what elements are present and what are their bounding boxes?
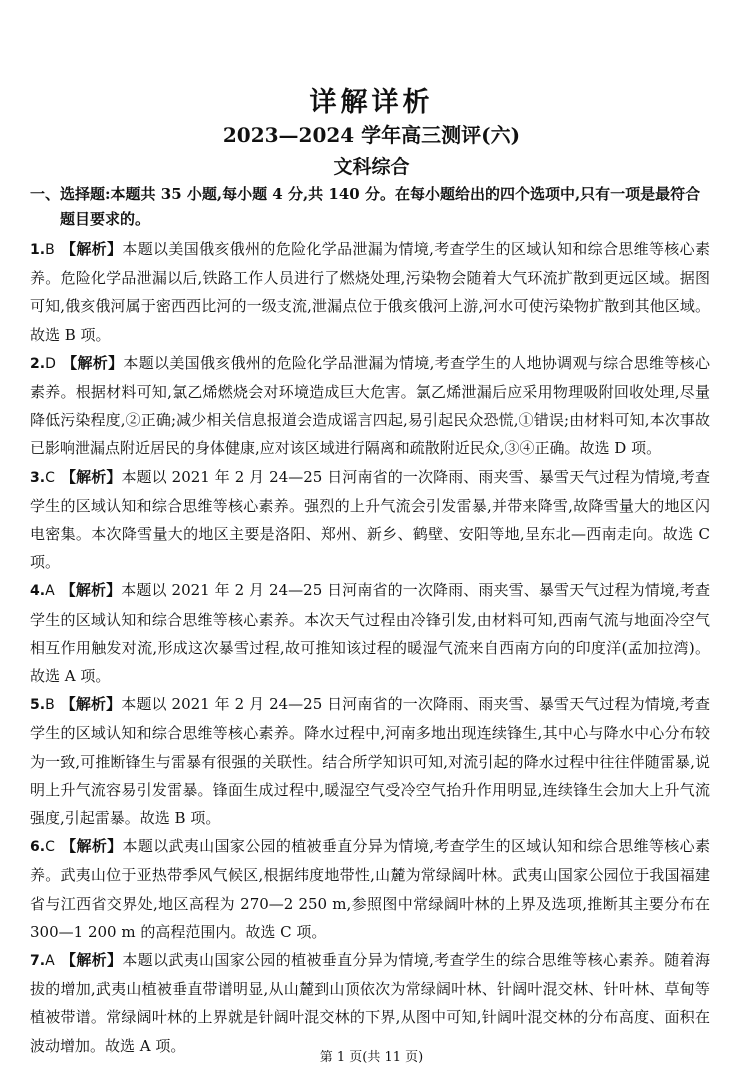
answer-item — [30, 463, 710, 577]
answer-list — [30, 235, 710, 1060]
answer-key: A — [45, 953, 55, 970]
exam-subtitle: 2023—2024 学年高三测评(六) — [222, 123, 521, 147]
section-heading-line2: 题目要求的。 — [60, 210, 151, 228]
answer-key: B — [45, 697, 55, 714]
answer-number: 3. — [30, 469, 46, 486]
subject-title: 文科综合 — [333, 156, 410, 178]
page-footer: 第 1 页(共 11 页) — [319, 1050, 424, 1065]
answer-tag: 【解析】 — [60, 837, 123, 856]
answer-item — [30, 235, 710, 349]
answer-text: 本题以 2021 年 2 月 24—25 日河南省的一次降雨、雨夹雪、暴雪天气过程为情境,考查学生的区域认知和综合思维等核心素养。本次天气过程由冷锋引发,由材料可知,西南气流与地面冷空气相互作用触发对流,形成这次暴雪过程,故可推知该过程的暖湿气流来自西南方向的印度洋(孟加拉湾)。故选 A 项。 — [30, 581, 710, 686]
answer-number: 2. — [30, 355, 46, 372]
answer-key: B — [45, 242, 55, 258]
section-heading-line1: 一、选择题:本题共 35 小题,每小题 4 分,共 140 分。在每小题给出的四个选项中,只有一项是最符合 — [30, 185, 701, 203]
answer-tag: 【解析】 — [60, 467, 122, 486]
answer-text: 本题以 2021 年 2 月 24—25 日河南省的一次降雨、雨夹雪、暴雪天气过程为情境,考查学生的区域认知和综合思维等核心素养。降水过程中,河南多地出现连续锋生,其中心与降水中心分布较为一致,可推断锋生与雷暴有很强的关联性。结合所学知识可知,对流引起的降水过程中往往伴随雷暴,说明上升气流容易引发雷暴。锋面生成过程中,暖湿空气受冷空气抬升作用明显,连续锋生会加大上升气流强度,引起雷暴。故选 B 项。 — [30, 695, 710, 828]
answer-item — [30, 946, 710, 1060]
answer-text: 本题以美国俄亥俄州的危险化学品泄漏为情境,考查学生的区域认知和综合思维等核心素养。危险化学品泄漏以后,铁路工作人员进行了燃烧处理,污染物会随着大气环流扩散到更远区域。据图可知,俄亥俄河属于密西西比河的一级支流,泄漏点位于俄亥俄河上游,河水可使污染物扩散到其他区域。故选 B 项。 — [30, 240, 710, 344]
answer-tag: 【解析】 — [61, 353, 124, 372]
answer-number: 5. — [30, 697, 46, 714]
page-title: 详解详析 — [309, 87, 434, 118]
answer-item — [30, 576, 710, 690]
answer-key: C — [45, 469, 55, 486]
answer-key: A — [45, 583, 55, 600]
answer-text: 本题以美国俄亥俄州的危险化学品泄漏为情境,考查学生的人地协调观与综合思维等核心素养。根据材料可知,氯乙烯燃烧会对环境造成巨大危害。氯乙烯泄漏后应采用物理吸附回收处理,尽量降低污染程度,②正确;减少相关信息报道会造成谣言四起,易引起民众恐慌,①错误;由材料可知,本次事故已影响泄漏点附近居民的身体健康,应对该区域进行隔离和疏散附近民众,③④正确。故选 D 项。 — [30, 353, 710, 458]
answer-item — [30, 832, 710, 946]
answer-tag: 【解析】 — [60, 695, 122, 714]
answer-text: 本题以 2021 年 2 月 24—25 日河南省的一次降雨、雨夹雪、暴雪天气过程为情境,考查学生的区域认知和综合思维等核心素养。强烈的上升气流会引发雷暴,并带来降雪,故降雪量大的地区闪电密集。本次降雪量大的地区主要是洛阳、郑州、新乡、鹤壁、安阳等地,呈东北—西南走向。故选 C 项。 — [30, 467, 710, 572]
answer-tag: 【解析】 — [60, 951, 123, 970]
answer-tag: 【解析】 — [60, 581, 122, 600]
answer-item — [30, 690, 710, 832]
answer-text: 本题以武夷山国家公园的植被垂直分异为情境,考查学生的区域认知和综合思维等核心素养。武夷山位于亚热带季风气候区,根据纬度地带性,山麓为常绿阔叶林。武夷山国家公园位于我国福建省与江西省交界处,地区高程为 270—2 250 m,参照图中常绿阔叶林的上界及选项,推断其主要分布在 300—1 200 m 的高程范围内。故选 C 项。 — [30, 837, 710, 941]
answer-number: 7. — [30, 953, 46, 970]
answer-item — [30, 349, 710, 463]
answer-key: C — [45, 839, 55, 856]
section-heading — [30, 182, 710, 232]
answer-number: 1. — [30, 242, 46, 258]
answer-tag: 【解析】 — [60, 240, 123, 258]
answer-number: 4. — [30, 583, 46, 600]
answer-text: 本题以武夷山国家公园的植被垂直分异为情境,考查学生的综合思维等核心素养。随着海拔的增加,武夷山植被垂直带谱明显,从山麓到山顶依次为常绿阔叶林、针阔叶混交林、针叶林、草甸等植被带谱。常绿阔叶林的上界就是针阔叶混交林的下界,从图中可知,针阔叶混交林的分布高度、面积在波动增加。故选 A 项。 — [30, 951, 710, 1055]
answer-number: 6. — [30, 839, 46, 856]
answer-key: D — [45, 355, 56, 372]
